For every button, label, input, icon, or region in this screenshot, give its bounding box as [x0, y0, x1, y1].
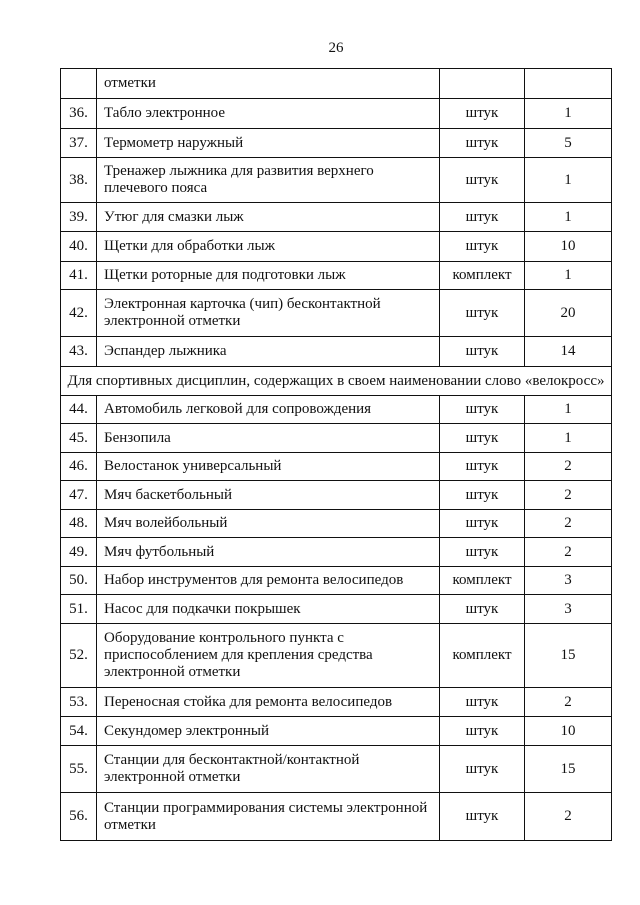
- table-row: [61, 262, 612, 290]
- quantity-text: 20: [560, 304, 576, 321]
- quantity-text: 3: [564, 600, 572, 617]
- item-number: 40.: [69, 238, 88, 254]
- item-number-cell: [61, 746, 97, 793]
- item-number-cell: [61, 595, 97, 624]
- item-number: 42.: [69, 304, 88, 321]
- quantity-cell: [525, 99, 612, 129]
- unit-text: штук: [465, 486, 499, 503]
- quantity-text: 1: [564, 401, 572, 417]
- unit-text: комплект: [452, 572, 512, 588]
- table-row: [61, 453, 612, 481]
- quantity-cell: [525, 567, 612, 595]
- quantity-cell: [525, 510, 612, 538]
- quantity-cell: [525, 337, 612, 367]
- item-name-cell: [97, 99, 440, 129]
- item-name-line: Переносная стойка для ремонта велосипедов: [104, 693, 393, 710]
- item-number-cell: [61, 337, 97, 367]
- quantity-cell: [525, 158, 612, 203]
- item-name-cell: [97, 158, 440, 203]
- item-name-line: Велостанок универсальный: [104, 458, 282, 474]
- table-row: [61, 337, 612, 367]
- item-name-cell: [97, 396, 440, 424]
- item-number: 45.: [69, 429, 88, 446]
- item-number-cell: [61, 262, 97, 290]
- unit-text: штук: [465, 238, 499, 254]
- table-row: [61, 717, 612, 746]
- quantity-cell: [525, 129, 612, 158]
- item-name-line: электронной отметки: [104, 769, 241, 785]
- table-row: [61, 567, 612, 595]
- item-number: 36.: [69, 105, 88, 121]
- quantity-text: 2: [564, 543, 572, 560]
- quantity-cell: [525, 595, 612, 624]
- unit-text: штук: [465, 458, 499, 474]
- page-number: 26: [328, 40, 344, 56]
- item-number-cell: [61, 453, 97, 481]
- quantity-cell: [525, 262, 612, 290]
- unit-cell: [440, 129, 525, 158]
- quantity-cell: [525, 424, 612, 453]
- unit-cell: [440, 290, 525, 337]
- item-name-line: Мяч футбольный: [104, 543, 215, 560]
- item-name-cell: [97, 453, 440, 481]
- quantity-cell: [525, 717, 612, 746]
- unit-cell: [440, 232, 525, 262]
- unit-cell: [440, 453, 525, 481]
- item-name-line: Щетки для обработки лыж: [104, 238, 275, 254]
- table-row: [61, 793, 612, 841]
- unit-text: комплект: [452, 267, 512, 283]
- table-row: [61, 688, 612, 717]
- item-name-cell: [97, 510, 440, 538]
- table-row: [61, 538, 612, 567]
- item-number: 53.: [69, 693, 88, 710]
- item-number: 46.: [69, 458, 88, 474]
- item-name-cell: [97, 688, 440, 717]
- table-row: [61, 595, 612, 624]
- quantity-text: 1: [564, 105, 572, 121]
- item-name-cell: [97, 746, 440, 793]
- table-row: [61, 99, 612, 129]
- table-row: [61, 232, 612, 262]
- quantity-text: 2: [564, 458, 572, 474]
- quantity-text: 10: [560, 722, 576, 739]
- item-number: 47.: [69, 486, 88, 503]
- item-number-cell: [61, 538, 97, 567]
- item-name-line: Тренажер лыжника для развития верхнего: [104, 163, 374, 179]
- item-number-cell: [61, 688, 97, 717]
- unit-cell: [440, 424, 525, 453]
- quantity-text: 2: [564, 515, 572, 531]
- quantity-text: 5: [564, 134, 572, 151]
- item-name-line: Термометр наружный: [104, 134, 244, 151]
- item-name-line: Утюг для смазки лыж: [104, 208, 244, 225]
- item-number: 48.: [69, 515, 88, 531]
- item-name-line: Эспандер лыжника: [104, 343, 227, 359]
- quantity-text: 10: [560, 238, 576, 254]
- quantity-text: 2: [564, 808, 572, 824]
- quantity-cell: [525, 232, 612, 262]
- table-row: [61, 746, 612, 793]
- item-name-cell: [97, 203, 440, 232]
- quantity-cell: [525, 793, 612, 841]
- table-row: [61, 158, 612, 203]
- item-name-cell: [97, 567, 440, 595]
- item-name-cell: [97, 69, 440, 99]
- item-name-line: плечевого пояса: [104, 180, 208, 196]
- quantity-cell: [525, 203, 612, 232]
- item-name-cell: [97, 129, 440, 158]
- item-number: 41.: [69, 267, 88, 283]
- unit-text: штук: [465, 693, 499, 710]
- unit-cell: [440, 69, 525, 99]
- table-row: [61, 396, 612, 424]
- item-name-cell: [97, 481, 440, 510]
- quantity-text: 1: [564, 429, 572, 446]
- unit-cell: [440, 567, 525, 595]
- unit-text: штук: [465, 808, 499, 824]
- quantity-cell: [525, 396, 612, 424]
- item-number-cell: [61, 99, 97, 129]
- unit-text: штук: [465, 429, 499, 446]
- item-number-cell: [61, 481, 97, 510]
- unit-text: штук: [465, 760, 499, 777]
- item-number: 38.: [69, 171, 88, 188]
- item-number-cell: [61, 129, 97, 158]
- unit-text: штук: [465, 401, 499, 417]
- item-number-cell: [61, 567, 97, 595]
- quantity-text: 3: [564, 572, 572, 588]
- unit-text: штук: [465, 208, 499, 225]
- quantity-cell: [525, 481, 612, 510]
- item-name-line: Насос для подкачки покрышек: [104, 600, 301, 617]
- quantity-cell: [525, 290, 612, 337]
- section-header-cell: [61, 367, 612, 396]
- quantity-text: 1: [564, 208, 572, 225]
- item-name-cell: [97, 595, 440, 624]
- unit-text: штук: [465, 722, 499, 739]
- unit-cell: [440, 158, 525, 203]
- equipment-table: [60, 68, 612, 841]
- table-row: [61, 424, 612, 453]
- item-number: 51.: [69, 600, 88, 617]
- item-name-line: Бензопила: [104, 429, 171, 446]
- quantity-cell: [525, 538, 612, 567]
- item-number-cell: [61, 793, 97, 841]
- item-number: 55.: [69, 760, 88, 777]
- unit-cell: [440, 746, 525, 793]
- item-name-cell: [97, 262, 440, 290]
- item-number-cell: [61, 69, 97, 99]
- unit-cell: [440, 688, 525, 717]
- unit-cell: [440, 595, 525, 624]
- quantity-cell: [525, 624, 612, 688]
- unit-cell: [440, 99, 525, 129]
- unit-cell: [440, 396, 525, 424]
- unit-cell: [440, 793, 525, 841]
- item-number: 56.: [69, 808, 88, 824]
- item-name-line: электронной отметки: [104, 313, 241, 329]
- table-row: [61, 290, 612, 337]
- quantity-text: 15: [560, 760, 576, 777]
- item-name-cell: [97, 717, 440, 746]
- item-name-cell: [97, 624, 440, 688]
- item-name-cell: [97, 337, 440, 367]
- quantity-text: 2: [564, 693, 572, 710]
- unit-text: штук: [465, 600, 499, 617]
- item-name-line: Мяч баскетбольный: [104, 486, 232, 503]
- item-name-line: приспособлением для крепления средства: [104, 647, 373, 663]
- table-row: [61, 203, 612, 232]
- unit-text: штук: [465, 515, 499, 531]
- quantity-text: 2: [564, 486, 572, 503]
- item-name-line: Станции для бесконтактной/контактной: [104, 752, 360, 768]
- item-number-cell: [61, 424, 97, 453]
- item-number: 43.: [69, 343, 88, 359]
- unit-text: штук: [465, 343, 499, 359]
- table-row: [61, 510, 612, 538]
- unit-cell: [440, 337, 525, 367]
- item-number: 39.: [69, 208, 88, 225]
- item-number: 37.: [69, 134, 88, 151]
- unit-text: штук: [465, 543, 499, 560]
- item-number: 50.: [69, 572, 88, 588]
- item-number-cell: [61, 510, 97, 538]
- item-name-cell: [97, 538, 440, 567]
- item-name-line: Автомобиль легковой для сопровождения: [104, 401, 372, 417]
- item-name-line: Электронная карточка (чип) бесконтактной: [104, 296, 381, 312]
- item-number-cell: [61, 717, 97, 746]
- item-name-line: Секундомер электронный: [104, 722, 269, 739]
- item-number-cell: [61, 232, 97, 262]
- item-name-line: Табло электронное: [104, 105, 225, 121]
- item-name-line: Набор инструментов для ремонта велосипедов: [104, 572, 404, 588]
- table-row: [61, 69, 612, 99]
- unit-cell: [440, 624, 525, 688]
- quantity-cell: [525, 69, 612, 99]
- item-number: 54.: [69, 722, 88, 739]
- item-number: 44.: [69, 401, 88, 417]
- unit-cell: [440, 203, 525, 232]
- section-header-text: Для спортивных дисциплин, содержащих в своем наименовании слово «велокросс»: [67, 372, 605, 389]
- table-row: [61, 624, 612, 688]
- quantity-text: 14: [560, 343, 576, 359]
- quantity-cell: [525, 746, 612, 793]
- quantity-cell: [525, 453, 612, 481]
- item-name-line: электронной отметки: [104, 664, 241, 680]
- unit-text: штук: [465, 134, 499, 151]
- quantity-cell: [525, 688, 612, 717]
- unit-cell: [440, 538, 525, 567]
- item-number: 52.: [69, 647, 88, 663]
- table-row: [61, 481, 612, 510]
- item-name-line: Щетки роторные для подготовки лыж: [104, 267, 346, 283]
- item-name-line: отметки: [104, 816, 156, 833]
- unit-text: комплект: [452, 647, 512, 663]
- quantity-text: 1: [564, 267, 572, 283]
- quantity-text: 1: [564, 171, 572, 188]
- item-number-cell: [61, 290, 97, 337]
- unit-cell: [440, 481, 525, 510]
- item-number-cell: [61, 396, 97, 424]
- unit-cell: [440, 717, 525, 746]
- item-number: 49.: [69, 543, 88, 560]
- item-name-cell: [97, 232, 440, 262]
- item-number-cell: [61, 203, 97, 232]
- item-name-cell: [97, 793, 440, 841]
- unit-text: штук: [465, 105, 499, 121]
- item-number-cell: [61, 624, 97, 688]
- unit-cell: [440, 262, 525, 290]
- item-name-line: отметки: [104, 75, 156, 91]
- item-name-line: Станции программирования системы электронной: [104, 799, 428, 816]
- unit-text: штук: [465, 171, 499, 188]
- item-number-cell: [61, 158, 97, 203]
- section-header-row: [61, 367, 612, 396]
- item-name-line: Оборудование контрольного пункта с: [104, 630, 344, 646]
- item-name-line: Мяч волейбольный: [104, 515, 228, 531]
- table-row: [61, 129, 612, 158]
- unit-text: штук: [465, 304, 499, 321]
- quantity-text: 15: [560, 647, 576, 663]
- item-name-cell: [97, 424, 440, 453]
- item-name-cell: [97, 290, 440, 337]
- unit-cell: [440, 510, 525, 538]
